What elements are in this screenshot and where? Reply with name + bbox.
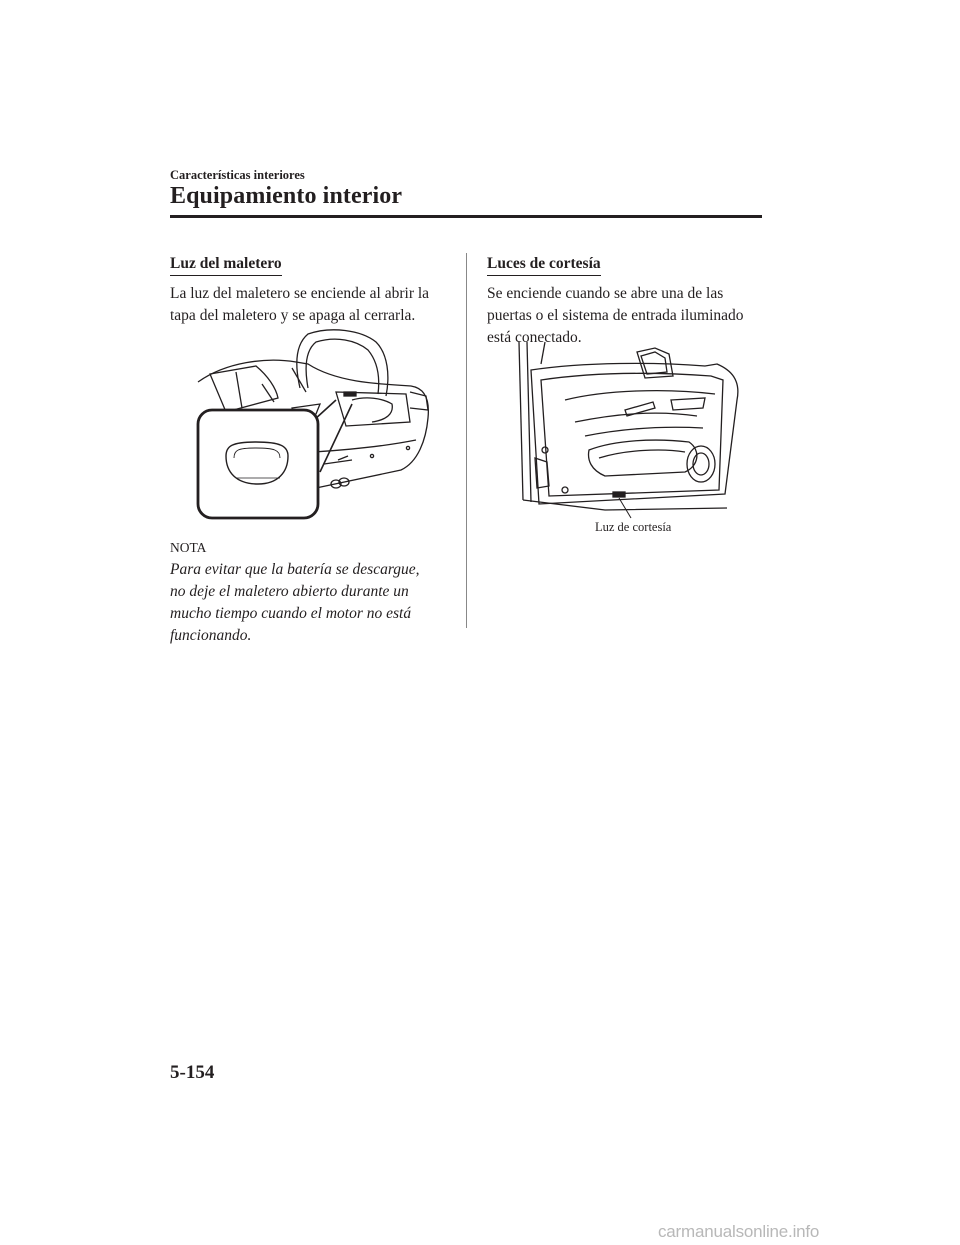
paragraph-line: puertas o el sistema de entrada iluminado (487, 307, 744, 324)
paragraph-line: tapa del maletero y se apaga al cerrarla. (170, 307, 416, 324)
column-divider (466, 253, 467, 628)
note-line: funcionando. (170, 627, 252, 644)
trunk-light-illustration (196, 322, 436, 522)
paragraph-line: La luz del maletero se enciende al abrir la (170, 285, 430, 302)
title-rule (170, 215, 762, 218)
note-text (170, 559, 460, 647)
trunk-light-description (170, 283, 429, 327)
courtesy-light-illustration (505, 340, 750, 525)
footer-site-link[interactable]: carmanualsonline.info (658, 1222, 820, 1241)
courtesy-light-callout: Luz de cortesía (595, 520, 672, 534)
breadcrumb: Características interiores (170, 168, 305, 182)
note-line: Para evitar que la batería se descargue, (170, 561, 420, 578)
section-heading-courtesy-lights: Luces de cortesía (487, 255, 601, 276)
paragraph-line: está conectado. (487, 329, 582, 346)
note-line: no deje el maletero abierto durante un (170, 583, 409, 600)
page-number: 5-154 (170, 1062, 215, 1083)
note-line: mucho tiempo cuando el motor no está (170, 605, 412, 622)
note-label: NOTA (170, 540, 207, 555)
page-title: Equipamiento interior (170, 183, 403, 209)
paragraph-line: Se enciende cuando se abre una de las (487, 285, 724, 302)
section-heading-trunk-light: Luz del maletero (170, 255, 282, 276)
